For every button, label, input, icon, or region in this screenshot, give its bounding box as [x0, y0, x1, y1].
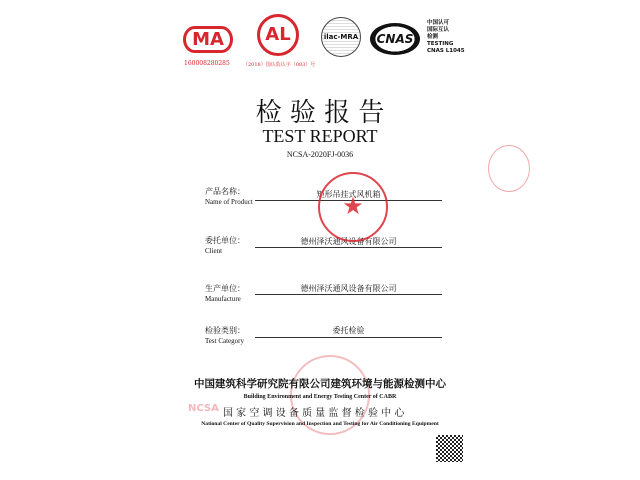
- field-divider: [255, 337, 442, 338]
- cnas-logo: CNAS: [370, 23, 420, 55]
- org2-cn: 国 家 空 调 设 备 质 量 监 督 检 验 中 心: [223, 408, 405, 419]
- ncsa-logo: NCSA: [188, 403, 219, 414]
- field-manufacture-value: 德州泽沃通风设备有限公司: [300, 284, 397, 293]
- report-number: NCSA-2020FJ-0036: [286, 150, 354, 159]
- field-product-value: 矩形吊挂式风机箱: [316, 190, 381, 199]
- qr-code: [436, 435, 463, 462]
- field-category-label: 检验类别： Test Category: [205, 326, 245, 345]
- cal-logo: AL: [257, 14, 299, 56]
- title-cn: 检 验 报 告: [255, 98, 385, 128]
- field-divider: [255, 247, 442, 248]
- title-en: TEST REPORT: [262, 126, 378, 146]
- field-divider: [255, 294, 442, 295]
- ilac-mra-logo: ilac-MRA: [321, 17, 361, 57]
- field-client-value: 德州泽沃通风设备有限公司: [300, 237, 397, 246]
- star-icon: ★: [342, 192, 364, 220]
- field-manufacture-label: 生产单位： Manufacture: [205, 284, 245, 303]
- cma-number: 160008280285: [184, 60, 230, 67]
- org2-en: National Center of Quality Supervision and Inspection and Testing for Air Conditioning Equipment: [201, 421, 439, 427]
- company-seal: [318, 172, 388, 242]
- edge-seal: [488, 145, 530, 192]
- field-client-label: 委托单位： Client: [205, 236, 245, 255]
- field-category-value: 委托检验: [332, 326, 365, 335]
- org1-en: Building Environment and Energy Testing Center of CABR: [243, 394, 397, 400]
- cal-caption: （2018）国认监认字（083）号: [243, 62, 316, 68]
- cma-logo: MA: [183, 26, 233, 53]
- org1-cn: 中国建筑科学研究院有限公司建筑环境与能源检测中心: [194, 378, 446, 390]
- field-product-label: 产品名称： Name of Product: [205, 187, 253, 206]
- cnas-caption: 中国认可 国际互认 检测 TESTING CNAS L1045: [427, 20, 465, 54]
